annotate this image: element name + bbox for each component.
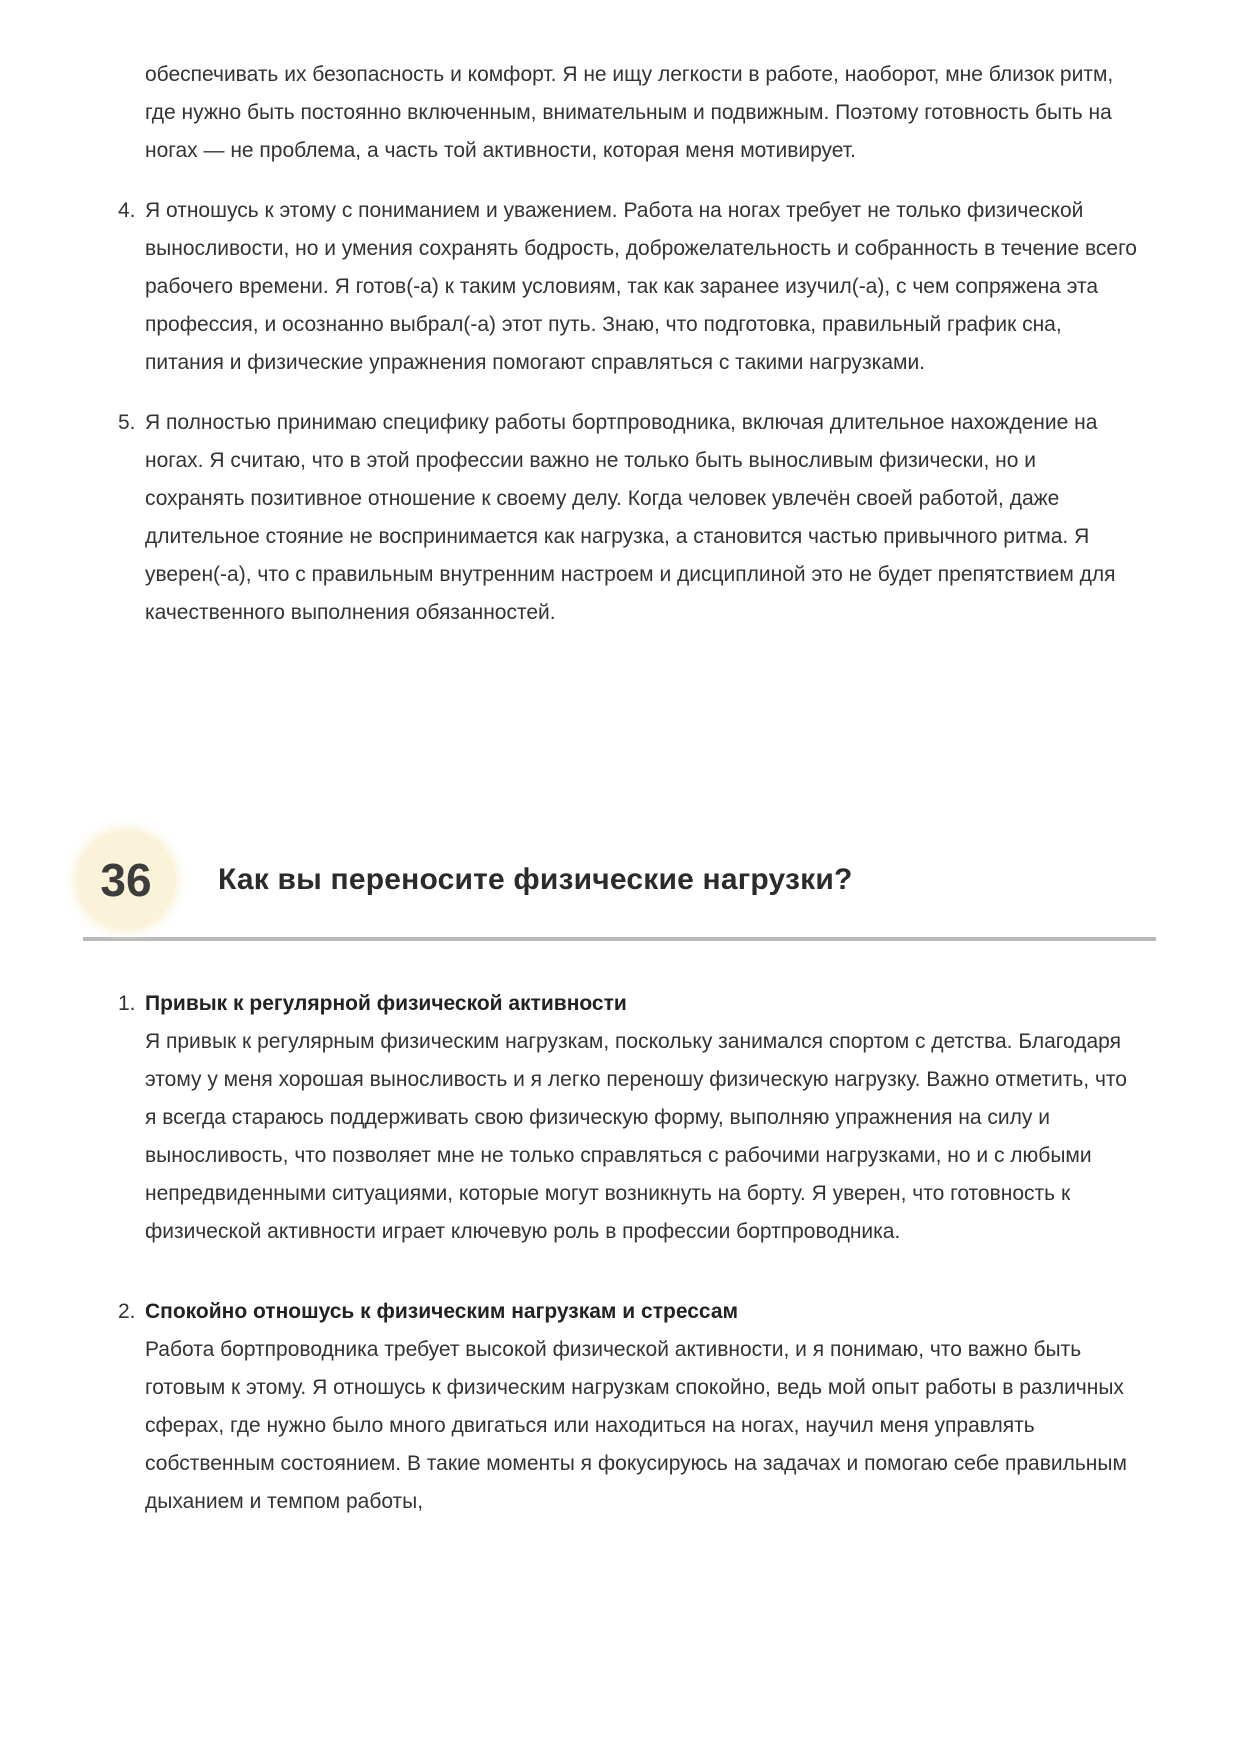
- question-number-badge: [76, 830, 176, 930]
- answer-item-heading: Привык к регулярной физической активности: [145, 992, 627, 1015]
- answer-item-heading: Спокойно отношусь к физическим нагрузкам и стрессам: [145, 1300, 739, 1323]
- answer-item-number: 2.: [118, 1300, 136, 1323]
- answer-item-body: Работа бортпроводника требует высокой физической активности, и я понимаю, что важно быть готовым к этому. Я отношусь к физическим нагрузкам спокойно, ведь мой опыт работы в различных сферах, где нужно было много двигаться или находиться на ногах, научил меня управлять собственным состоянием. В такие моменты я фокусируюсь на задачах и помогаю себе правильным дыханием и темпом работы,: [145, 1338, 1127, 1513]
- answer-item-body: Я привык к регулярным физическим нагрузкам, поскольку занимался спортом с детства. Благодаря этому у меня хорошая выносливость и я легко переношу физическую нагрузку. Важно отметить, что я всегда стараюсь поддерживать свою физическую форму, выполняю упражнения на силу и выносливость, что позволяет мне не только справляться с рабочими нагрузками, но и с любыми непредвиденными ситуациями, которые могут возникнуть на борту. Я уверен, что готовность к физической активности играет ключевую роль в профессии бортпроводника.: [145, 1030, 1127, 1243]
- question-header-row: [76, 830, 1139, 930]
- answer-item: [118, 985, 1139, 1251]
- question-title: Как вы переносите физические нагрузки?: [218, 863, 853, 896]
- list-item: [118, 192, 1139, 382]
- previous-answers-section: [118, 56, 1139, 632]
- question-number: 36: [100, 854, 152, 906]
- answer-continuation-paragraph: обеспечивать их безопасность и комфорт. Я не ищу легкости в работе, наоборот, мне близок ритм, где нужно быть постоянно включенным, внимательным и подвижным. Поэтому готовность быть на ногах — не проблема, а часть той активности, которая меня мотивирует.: [145, 63, 1114, 162]
- list-item-number: 4.: [118, 199, 136, 222]
- section-divider: [83, 937, 1156, 941]
- list-item-text: Я отношусь к этому с пониманием и уважением. Работа на ногах требует не только физической выносливости, но и умения сохранять бодрость, доброжелательность и собранность в течение всего рабочего времени. Я готов(-а) к таким условиям, так как заранее изучил(-а), с чем сопряжена эта профессия, и осознанно выбрал(-а) этот путь. Знаю, что подготовка, правильный график сна, питания и физические упражнения помогают справляться с такими нагрузками.: [145, 199, 1137, 374]
- list-item-number: 5.: [118, 411, 136, 434]
- answer-item: [118, 1293, 1139, 1521]
- question-section-header: [76, 830, 1139, 941]
- answers-section: [118, 985, 1139, 1521]
- answer-item-number: 1.: [118, 992, 136, 1015]
- list-item-text: Я полностью принимаю специфику работы бортпроводника, включая длительное нахождение на ногах. Я считаю, что в этой профессии важно не только быть выносливым физически, но и сохранять позитивное отношение к своему делу. Когда человек увлечён своей работой, даже длительное стояние не воспринимается как нагрузка, а становится частью привычного ритма. Я уверен(-а), что с правильным внутренним настроем и дисциплиной это не будет препятствием для качественного выполнения обязанностей.: [145, 411, 1116, 624]
- list-item: [118, 404, 1139, 632]
